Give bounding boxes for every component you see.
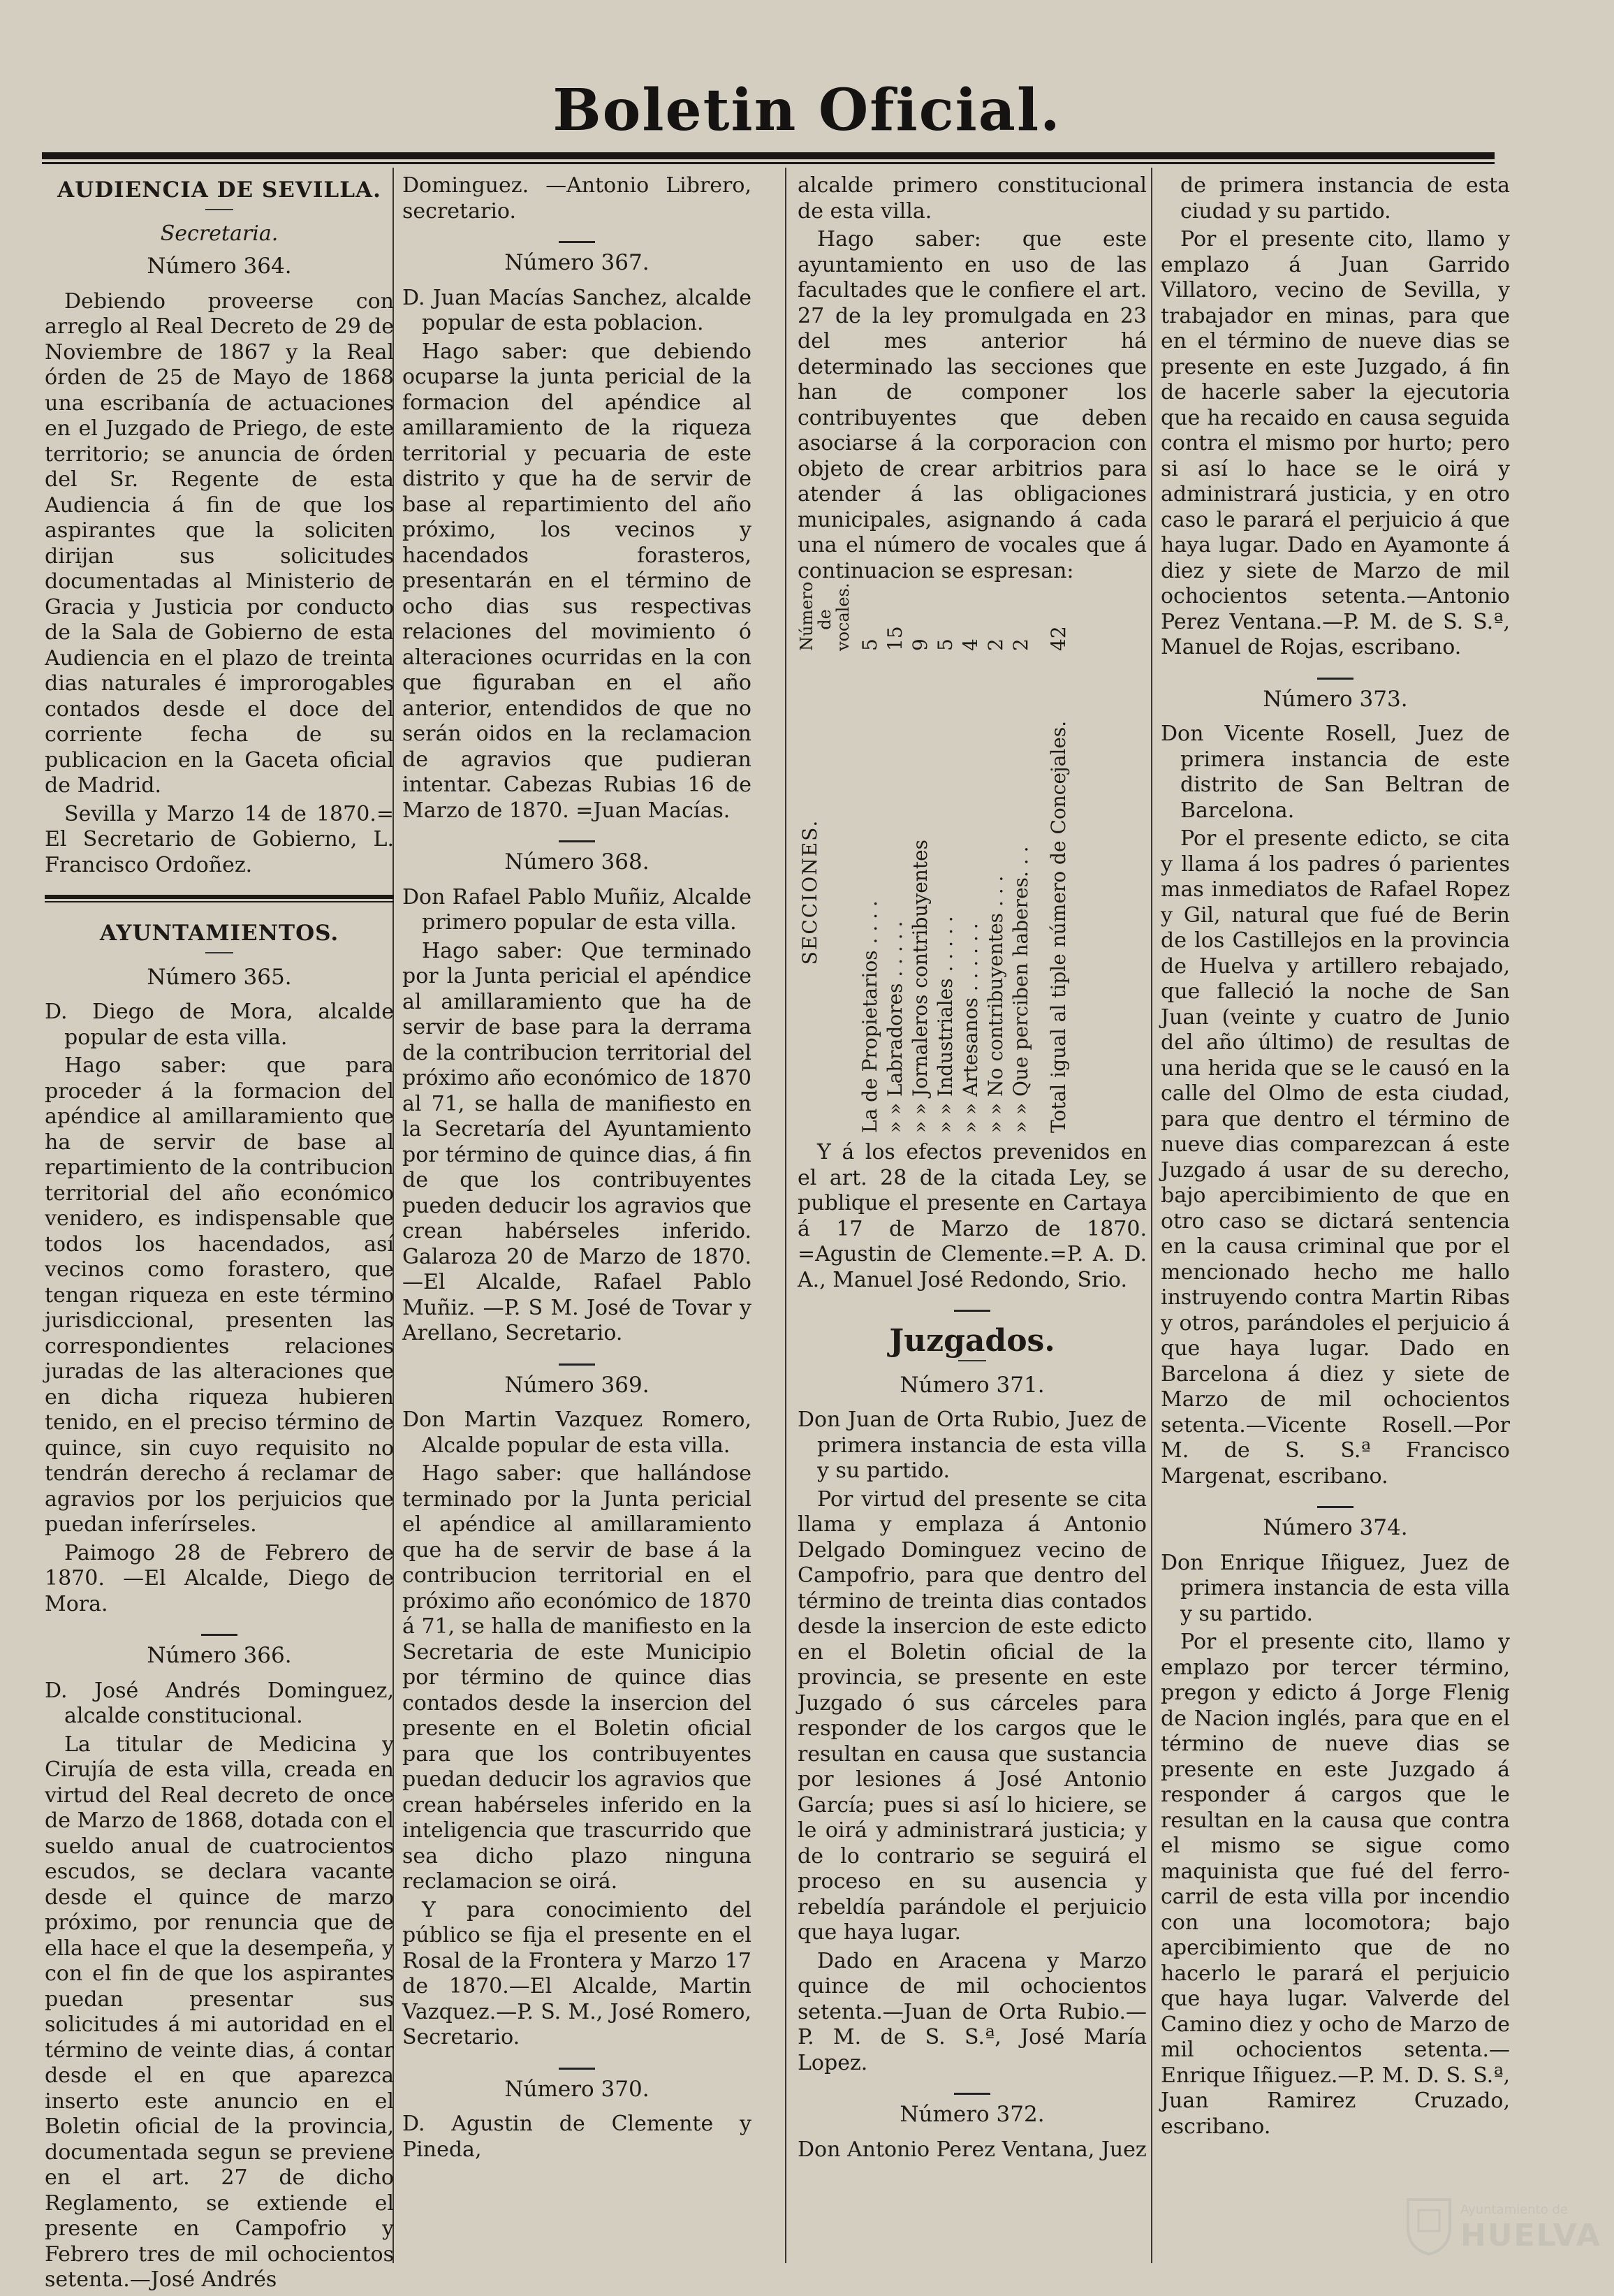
notice-text: Debiendo proveerse con arreglo al Real Decreto de 29 de Noviembre de 1867 y la Real órden de 25 de Mayo de 1868 una escribanía de actuaciones en el Juzgado de Priego, de este territorio; se anuncia de órden del Sr. Regente de esta Audiencia á fin de que los aspirantes que la soliciten dirijan sus solicitudes documentadas al Ministerio de Gracia y Justicia por conducto de la Sala de Gobierno de esta Audiencia en el plazo de treinta dias naturales é improrogables contados desde el doce del corriente fecha de su publicacion en la Gaceta oficial de Madrid. xyxy=(45,288,394,798)
archive-watermark xyxy=(1404,2186,1601,2262)
section-rule xyxy=(45,895,394,902)
table-row xyxy=(983,588,1008,1133)
table-header xyxy=(797,581,853,1133)
notice-number: Número 366. xyxy=(147,1643,292,1668)
divider xyxy=(559,2068,595,2070)
table-cell-label: » » Artesanos . . . . . . xyxy=(959,923,982,1133)
table-header-vocales: Número de vocales. xyxy=(797,581,853,651)
watermark-line2: HUELVA xyxy=(1460,2218,1601,2253)
notice-text: Paimogo 28 de Febrero de 1870. —El Alcalde, Diego de Mora. xyxy=(45,1540,394,1616)
table-cell-label: » » No contribuyentes . . . xyxy=(984,875,1007,1133)
masthead-title: Boletin Oficial. xyxy=(552,77,1062,144)
notice-number: Número 364. xyxy=(147,254,292,279)
table-row xyxy=(908,588,933,1133)
notice-text: Don Vicente Rosell, Juez de primera instancia de este distrito de San Beltran de Barcelona. xyxy=(1161,722,1510,823)
notice-text: D. Agustin de Clemente y Pineda, xyxy=(402,2112,751,2162)
notice-text: Don Martin Vazquez Romero, Alcalde popular de esta villa. xyxy=(402,1407,751,1458)
table-cell-label: » » Industriales . . . . . xyxy=(934,916,957,1133)
notice-number: Número 368. xyxy=(504,849,650,875)
notice-text: D. José Andrés Dominguez, alcalde constitucional. xyxy=(45,1678,394,1728)
divider xyxy=(559,840,595,842)
divider xyxy=(1317,678,1353,680)
notice-text: Por el presente cito, llamo y emplazo á Juan Garrido Villatoro, vecino de Sevilla, y trabajador en minas, para que en el término de nueve dias se presente en este Juzgado, á fin de hacerle saber la ejecutoria que ha recaido en causa seguida contra el mismo por hurto; pero si así lo hace se le oirá y administrará justicia, y en otro caso le parará el perjuicio á que haya lugar. Dado en Ayamonte á diez y siete de Marzo de mil ochocientos setenta.—Antonio Perez Ventana.—P. M. de S. S.ª, Manuel de Rojas, escribano. xyxy=(1161,227,1510,659)
table-cell-label: » » Que perciben haberes. . . xyxy=(1009,846,1032,1133)
divider xyxy=(1317,1506,1353,1508)
column-divider xyxy=(1151,168,1152,2263)
table-total-value: 42 xyxy=(1047,626,1070,651)
notice-text: Don Juan de Orta Rubio, Juez de primera instancia de esta villa y su partido. xyxy=(798,1407,1147,1483)
sections-table xyxy=(797,581,1147,1133)
notice-text: Hago saber: Que terminado por la Junta pericial el apéndice al amillaramiento que ha de servir de base para la derrama de la contribucion territorial del próximo año económico de 1870 al 71, se halla de manifiesto en la Secretaría del Ayuntamiento por término de quince dias, á fin de que los contribuyentes pueden deducir los agravios que crean habérseles inferido. Galaroza 20 de Marzo de 1870.—El Alcalde, Rafael Pablo Muñiz. —P. S M. José de Tovar y Arellano, Secretario. xyxy=(402,938,751,1345)
watermark-line1: Ayuntamiento de xyxy=(1460,2202,1568,2217)
notice-number: Número 367. xyxy=(504,250,650,275)
notice-text: Y para conocimiento del público se fija el presente en el Rosal de la Frontera y Marzo 17 de 1870.—El Alcalde, Martin Vazquez.—P. S. M., José Romero, Secretario. xyxy=(402,1897,751,2049)
notice-number: Número 374. xyxy=(1263,1515,1408,1540)
table-cell-value: 5 xyxy=(858,638,881,651)
notice-text: Por el presente cito, llamo y emplazo por tercer término, pregon y edicto á Jorge Flenig de Nacion inglés, para que en el término de nueve dias se presente en este Juzgado á responder á cargos que le resultan en la causa que contra el mismo se sigue como maquinista que fué del ferro-carril de esta villa por incendio con una locomotora; bajo apercibimiento que de no hacerlo le parará el perjuicio que haya lugar. Valverde del Camino diez y ocho de Marzo de mil ochocientos setenta.—Enrique Iñiguez.—P. M. D. S. S.ª, Juan Ramirez Cruzado, escribano. xyxy=(1161,1630,1510,2139)
table-row xyxy=(858,588,883,1133)
notice-number: Número 370. xyxy=(504,2076,650,2102)
column-divider xyxy=(785,168,786,2263)
section-subheader: Secretaria. xyxy=(160,221,279,246)
notice-number: Número 369. xyxy=(504,1372,650,1398)
table-header-sections: SECCIONES. xyxy=(798,819,821,965)
table-row xyxy=(958,588,983,1133)
notice-text: Sevilla y Marzo 14 de 1870.= El Secretario de Gobierno, L. Francisco Ordoñez. xyxy=(45,801,394,877)
divider xyxy=(958,1360,986,1361)
divider xyxy=(954,1310,990,1312)
table-row xyxy=(933,588,958,1133)
divider xyxy=(559,241,595,243)
section-header: Juzgados. xyxy=(889,1323,1055,1359)
table-row xyxy=(883,588,908,1133)
table-cell-value: 5 xyxy=(934,638,957,651)
notice-text: Don Rafael Pablo Muñiz, Alcalde primero popular de esta villa. xyxy=(402,884,751,935)
section-header: AUDIENCIA DE SEVILLA. xyxy=(57,177,381,203)
notice-number: Número 373. xyxy=(1263,686,1408,712)
table-row xyxy=(1008,588,1034,1133)
table-cell-label: » » Labradores . . . . . xyxy=(883,921,907,1133)
divider xyxy=(205,952,233,953)
table-cell-value: 2 xyxy=(984,638,1007,651)
notice-text: Dado en Aracena y Marzo quince de mil ochocientos setenta.—Juan de Orta Rubio.—P. M. de S. S.ª, José María Lopez. xyxy=(798,1948,1147,2075)
table-cell-value: 15 xyxy=(883,626,907,651)
divider xyxy=(205,209,233,210)
table-total-row xyxy=(1046,588,1071,1133)
divider xyxy=(954,2093,990,2095)
notice-text: Hago saber: que debiendo ocuparse la junta pericial de la formacion del apéndice al amillaramiento de la riqueza territorial y pecuaria de este distrito y que ha de servir de base al repartimiento del año próximo, los vecinos y hacendados forasteros, presentarán en el término de ocho dias sus respectivas relaciones del movimiento ó alteraciones ocurridas en la con que figuraban en el año anterior, entendidos de que no serán oidos en la reclamacion de agravios que pudieran intentar. Cabezas Rubias 16 de Marzo de 1870. =Juan Macías. xyxy=(402,339,751,823)
notice-text: de primera instancia de esta ciudad y su partido. xyxy=(1180,173,1510,224)
table-cell-label: » » Jornaleros contribuyentes xyxy=(909,839,932,1133)
table-cell-value: 4 xyxy=(959,638,982,651)
notice-text: La titular de Medicina y Cirujía de esta villa, creada en virtud del Real decreto de once de Marzo de 1868, dotada con el sueldo anual de cuatrocientos escudos, se declara vacante desde el quince de marzo próximo, por renuncia que de ella hace el que la desempeña, y con el fin de que los aspirantes puedan presentar sus solicitudes á mi autoridad en el término de veinte dias, á contar desde el en que aparezca inserto este anuncio en el Boletin oficial de la provincia, documentada segun se previene en el art. 27 de dicho Reglamento, se extiende el presente en Campofrio y Febrero tres de mil ochocientos setenta.—José Andrés xyxy=(45,1732,394,2292)
column-1 xyxy=(45,173,394,2296)
table-cell-label: La de Propietarios . . . . xyxy=(858,900,881,1133)
column-2 xyxy=(402,173,751,2165)
notice-text: Hago saber: que hallándose terminado por la Junta pericial el apéndice al amillaramiento que ha de servir de base á la contribucion territorial en el próximo año económico de 1870 á 71, se halla de manifiesto en la Secretaria de este Municipio por término de quince dias contados desde la insercion del presente en el Boletin oficial para que los contribuyentes puedan deducir los agravios que crean habérseles inferido en la inteligencia que trascurrido que sea dicho plazo ninguna reclamacion se oirá. xyxy=(402,1461,751,1894)
column-3 xyxy=(798,173,1147,2165)
divider xyxy=(201,1634,237,1636)
notice-text: Don Enrique Iñiguez, Juez de primera instancia de esta villa y su partido. xyxy=(1161,1550,1510,1626)
table-total-label: Total igual al tiple número de Concejales. xyxy=(1047,720,1070,1133)
notice-number: Número 371. xyxy=(900,1372,1045,1398)
notice-text: Dominguez. —Antonio Librero, secretario. xyxy=(402,173,751,224)
table-cell-value: 2 xyxy=(1009,638,1032,651)
notice-text: Por el presente edicto, se cita y llama á los padres ó parientes mas inmediatos de Rafael Ropez y Gil, natural que fué de Berin de los Castillejos en la provincia de Huelva y artillero rebajado, que falleció la noche de San Juan (veinte y cuatro de Junio del año último) de resultas de una herida que se le causó en la calle del Olmo de esta ciudad, para que dentro el término de nueve dias comparezcan á este Juzgado á usar de su derecho, bajo apercibimiento de que en otro caso se dictará sentencia en la causa criminal que por el mencionado hecho me hallo instruyendo contra Martin Ribas y otros, parándoles el perjuicio á que haya lugar. Dado en Barcelona á diez y siete de Marzo de mil ochocientos setenta.—Vicente Rosell.—Por M. de S. S.ª Francisco Margenat, escribano. xyxy=(1161,826,1510,1489)
column-4 xyxy=(1161,173,1510,2142)
table-cell-value: 9 xyxy=(909,638,932,651)
masthead-rule xyxy=(42,152,1495,164)
sections-table-rotated xyxy=(797,581,1133,1133)
notice-number: Número 372. xyxy=(900,2102,1045,2127)
notice-text: alcalde primero constitucional de esta villa. xyxy=(798,173,1147,224)
section-header: AYUNTAMIENTOS. xyxy=(99,921,339,946)
notice-text: Hago saber: que para proceder á la formacion del apéndice al amillaramiento que ha de servir de base al repartimiento de la contribucion territorial del año económico venidero, es indispensable que todos los hacendados, así vecinos como forastero, que tengan riqueza en este término jurisdiccional, presenten las correspondientes relaciones juradas de las alteraciones que en dicha riqueza hubieren tenido, en el preciso término de quince, sin cuyo requisito no tendrán derecho á reclamar de agravios por los perjuicios que puedan inferírseles. xyxy=(45,1053,394,1537)
notice-number: Número 365. xyxy=(147,964,292,990)
notice-text: Y á los efectos prevenidos en el art. 28 de la citada Ley, se publique el presente en Cartaya á 17 de Marzo de 1870. =Agustin de Clemente.=P. A. D. A., Manuel José Redondo, Srio. xyxy=(798,1140,1147,1292)
notice-text: Hago saber: que este ayuntamiento en uso de las facultades que le confiere el art. 27 de la ley promulgada en 23 del mes anterior há determinado las secciones que han de componer los contribuyentes que deben asociarse á la corporacion con objeto de crear arbitrios para atender á las obligaciones municipales, asignando á cada una el número de vocales que á continuacion se espresan: xyxy=(798,227,1147,583)
notice-text: Por virtud del presente se cita llama y emplaza á Antonio Delgado Dominguez vecino de Campofrio, para que dentro del término de treinta dias contados desde la insercion de este edicto en el Boletin oficial de la provincia, se presente en este Juzgado ó sus cárceles para responder de los cargos que le resultan en causa que sustancia por lesiones á José Antonio García; pues si así lo hiciere, se le oirá y administrará justicia; y de lo contrario se seguirá el proceso en su ausencia y rebeldía parándole el perjuicio que haya lugar. xyxy=(798,1486,1147,1945)
notice-text: D. Diego de Mora, alcalde popular de esta villa. xyxy=(45,1000,394,1050)
notice-text: D. Juan Macías Sanchez, alcalde popular de esta poblacion. xyxy=(402,285,751,335)
coat-of-arms-icon xyxy=(1404,2193,1453,2255)
notice-text: Don Antonio Perez Ventana, Juez xyxy=(798,2137,1147,2162)
divider xyxy=(559,1363,595,1366)
